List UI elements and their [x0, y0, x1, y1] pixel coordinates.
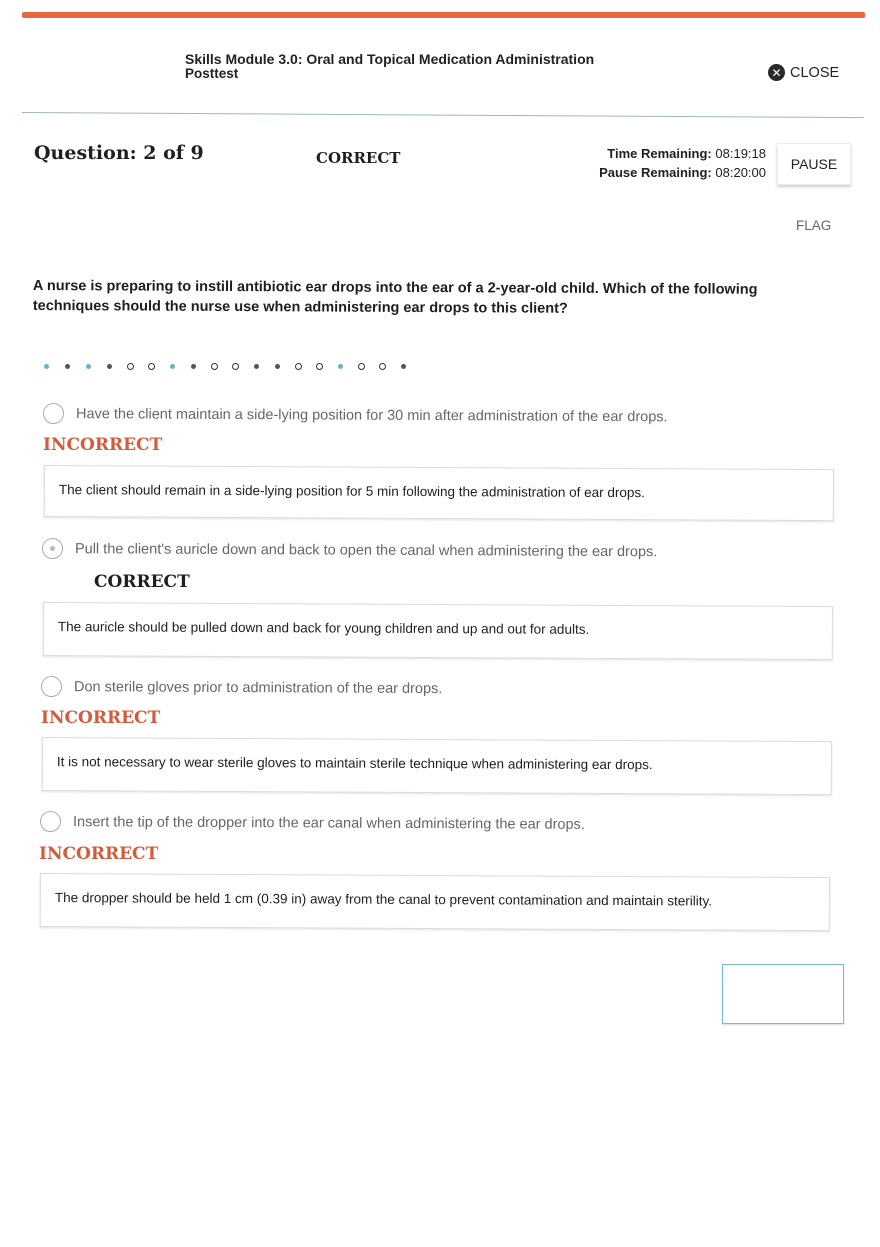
progress-dot-8[interactable] — [183, 361, 204, 371]
question-counter: Question: 2 of 9 — [34, 142, 204, 164]
pause-remaining — [560, 163, 766, 182]
progress-dot-4[interactable] — [99, 361, 120, 371]
pause-remaining-value: 08:20:00 — [715, 165, 766, 180]
answer-option-1[interactable] — [43, 403, 668, 427]
progress-dot-6[interactable] — [141, 361, 162, 371]
progress-dot-15[interactable] — [330, 361, 351, 371]
next-button[interactable] — [722, 964, 844, 1024]
timers — [560, 144, 766, 182]
answer-verdict: CORRECT — [94, 572, 190, 592]
answer-verdict: INCORRECT — [43, 435, 163, 455]
radio-button-selected[interactable] — [42, 538, 63, 559]
answer-option-2[interactable] — [42, 538, 657, 562]
radio-button[interactable] — [40, 811, 61, 832]
answer-rationale: The dropper should be held 1 cm (0.39 in) away from the canal to prevent contamination and maintain sterility. — [40, 873, 830, 931]
progress-dot-2[interactable] — [57, 361, 78, 371]
close-label: CLOSE — [790, 64, 840, 81]
progress-dot-11[interactable] — [246, 361, 267, 371]
progress-dot-12[interactable] — [267, 361, 288, 371]
answer-option-4[interactable] — [40, 811, 585, 835]
progress-dot-18[interactable] — [393, 361, 414, 371]
answer-option-text: Don sterile gloves prior to administration of the ear drops. — [73, 678, 443, 697]
progress-dot-10[interactable] — [225, 361, 246, 371]
question-text: A nurse is preparing to instill antibiotic ear drops into the ear of a 2-year-old child. Which of the following techniques should the nurse use when administering ear drops to this client? — [32, 277, 758, 317]
progress-dot-16[interactable] — [351, 361, 372, 371]
pause-button[interactable]: PAUSE — [777, 143, 851, 185]
answer-option-text: Insert the tip of the dropper into the ear canal when administering the ear drops. — [72, 813, 585, 833]
module-subtitle: Posttest — [185, 66, 239, 81]
progress-dot-7[interactable] — [162, 361, 183, 371]
pause-remaining-label: Pause Remaining: — [599, 165, 712, 180]
question-progress-dots — [36, 361, 414, 371]
close-icon: ✕ — [768, 64, 785, 81]
header-accent-bar — [22, 12, 865, 18]
progress-dot-5[interactable] — [120, 361, 141, 371]
progress-dot-9[interactable] — [204, 361, 225, 371]
radio-button[interactable] — [43, 403, 64, 424]
time-remaining-value: 08:19:18 — [715, 146, 766, 161]
radio-button[interactable] — [41, 676, 62, 697]
progress-dot-3[interactable] — [78, 361, 99, 371]
progress-dot-17[interactable] — [372, 361, 393, 371]
question-result: CORRECT — [316, 149, 401, 167]
time-remaining-label: Time Remaining: — [607, 146, 712, 161]
answer-verdict: INCORRECT — [39, 844, 159, 864]
flag-button[interactable]: FLAG — [796, 218, 832, 233]
answer-option-3[interactable] — [41, 676, 442, 699]
close-button[interactable] — [768, 64, 839, 81]
answer-rationale: The auricle should be pulled down and back for young children and up and out for adults. — [43, 602, 833, 660]
progress-dot-1[interactable] — [36, 361, 57, 371]
answer-verdict: INCORRECT — [41, 708, 161, 728]
header-divider — [22, 112, 864, 118]
answer-option-text: Have the client maintain a side-lying position for 30 min after administration of the ear drops. — [75, 405, 668, 425]
time-remaining — [560, 144, 766, 163]
answer-option-text: Pull the client's auricle down and back to open the canal when administering the ear drops. — [74, 540, 658, 560]
progress-dot-13[interactable] — [288, 361, 309, 371]
progress-dot-14[interactable] — [309, 361, 330, 371]
answer-rationale: It is not necessary to wear sterile gloves to maintain sterile technique when administering ear drops. — [42, 737, 832, 795]
module-title: Skills Module 3.0: Oral and Topical Medication Administration — [185, 51, 595, 67]
answer-rationale: The client should remain in a side-lying position for 5 min following the administration of ear drops. — [44, 465, 834, 521]
